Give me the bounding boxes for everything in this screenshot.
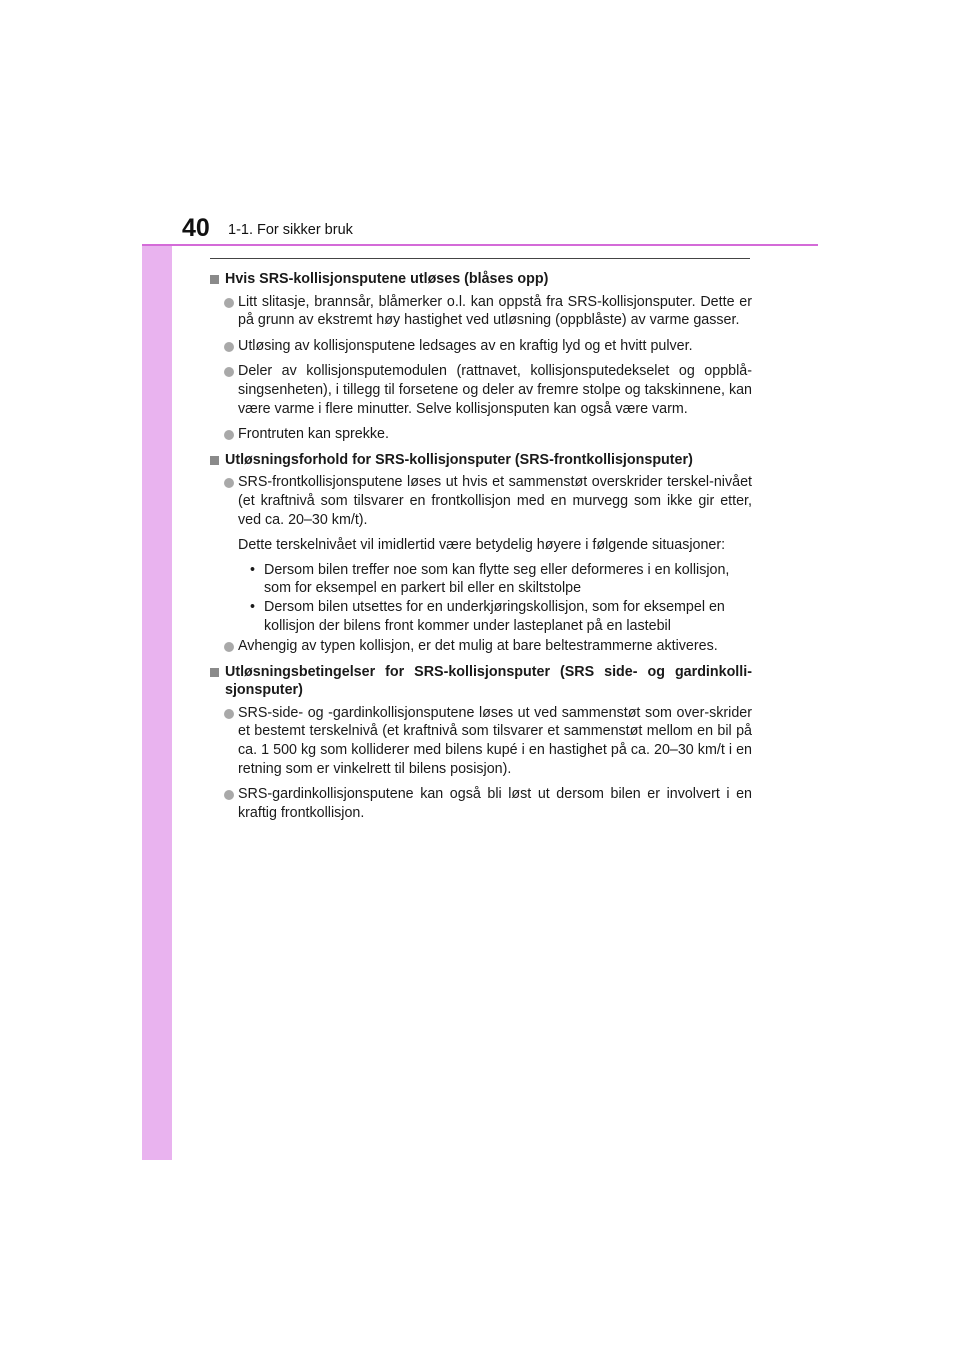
circle-bullet-icon bbox=[224, 642, 234, 652]
list-item bbox=[210, 473, 752, 529]
circle-bullet-icon bbox=[224, 709, 234, 719]
circle-bullet-icon bbox=[224, 430, 234, 440]
section-heading bbox=[210, 663, 752, 700]
square-bullet-icon bbox=[210, 456, 219, 465]
heading-text: Hvis SRS-kollisjonsputene utløses (blåses opp) bbox=[225, 271, 549, 287]
list-item bbox=[210, 704, 752, 778]
item-text: Frontruten kan sprekke. bbox=[238, 426, 389, 443]
item-text: SRS-gardinkollisjonsputene kan også bli løst ut dersom bilen er involvert i en kraftig frontkollisjon. bbox=[238, 786, 752, 821]
heading-text: Utløsningsbetingelser for SRS-kollisjonsputer (SRS side- og gardinkolli-sjonsputer) bbox=[225, 663, 752, 699]
square-bullet-icon bbox=[210, 668, 219, 677]
note-paragraph: Dette terskelnivået vil imidlertid være betydelig høyere i følgende situasjoner: bbox=[238, 537, 726, 554]
item-text: SRS-frontkollisjonsputene løses ut hvis et sammenstøt overskrider terskel-nivået (et kraftnivå som tilsvarer en frontkollisjon med en murvegg som ikke gir etter, ved ca. 20–30 km/t). bbox=[238, 474, 752, 528]
list-item bbox=[210, 425, 752, 444]
dot-bullet-icon: • bbox=[250, 598, 256, 615]
circle-bullet-icon bbox=[224, 790, 234, 800]
item-text: Deler av kollisjonsputemodulen (rattnavet, kollisjonsputedekselet og oppblå-singsenheten), i tillegg til forsetene og deler av fremre stolpe og takskinnene, kan være varme i flere minutter. Selve kollisjonsputen kan også være varm. bbox=[238, 363, 752, 417]
dot-bullet-icon: • bbox=[250, 561, 256, 578]
circle-bullet-icon bbox=[224, 478, 234, 488]
main-content bbox=[210, 266, 752, 829]
list-item bbox=[210, 362, 752, 418]
heading-text: Utløsningsforhold for SRS-kollisjonsputer (SRS-frontkollisjonsputer) bbox=[225, 451, 693, 468]
square-bullet-icon bbox=[210, 275, 219, 284]
circle-bullet-icon bbox=[224, 298, 234, 308]
circle-bullet-icon bbox=[224, 342, 234, 352]
section-heading bbox=[210, 451, 752, 470]
sub-list-item bbox=[210, 561, 752, 598]
section-heading bbox=[210, 270, 752, 289]
sub-item-text: Dersom bilen treffer noe som kan flytte seg eller deformeres i en kollisjon, som for eksempel en parkert bil eller en skiltstolpe bbox=[264, 561, 730, 597]
circle-bullet-icon bbox=[224, 367, 234, 377]
list-item bbox=[210, 785, 752, 822]
item-text: Litt slitasje, brannsår, blåmerker o.l. kan oppstå fra SRS-kollisjonsputer. Dette er på grunn av ekstremt høy hastighet ved utløsning (oppblåste) av varme gasser. bbox=[238, 293, 752, 329]
side-band bbox=[142, 192, 172, 1160]
list-item bbox=[210, 337, 752, 356]
item-text: Utløsing av kollisjonsputene ledsages av en kraftig lyd og et hvitt pulver. bbox=[238, 337, 693, 354]
sub-list-item bbox=[210, 598, 752, 635]
list-item bbox=[210, 293, 752, 330]
item-text: SRS-side- og -gardinkollisjonsputene løses ut ved sammenstøt som over-skrider et bestemt terskelnivå (et kraftnivå som tilsvarer et sammenstøt mellom en bil på ca. 1 500 kg som kolliderer med bilens kupé i en hastighet på ca. 20–30 km/t i en retning som er vinkelrett til bilens posisjon). bbox=[238, 704, 752, 777]
list-item bbox=[210, 637, 752, 656]
sub-item-text: Dersom bilen utsettes for en underkjøringskollisjon, som for eksempel en kollisjon der bilens front kommer under lasteplanet på en lastebil bbox=[264, 598, 725, 634]
item-text: Avhengig av typen kollisjon, er det mulig at bare beltestrammerne aktiveres. bbox=[238, 638, 718, 655]
page-number: 40 bbox=[182, 214, 210, 242]
separator-line bbox=[210, 258, 750, 259]
section-label: 1-1. For sikker bruk bbox=[228, 222, 353, 238]
